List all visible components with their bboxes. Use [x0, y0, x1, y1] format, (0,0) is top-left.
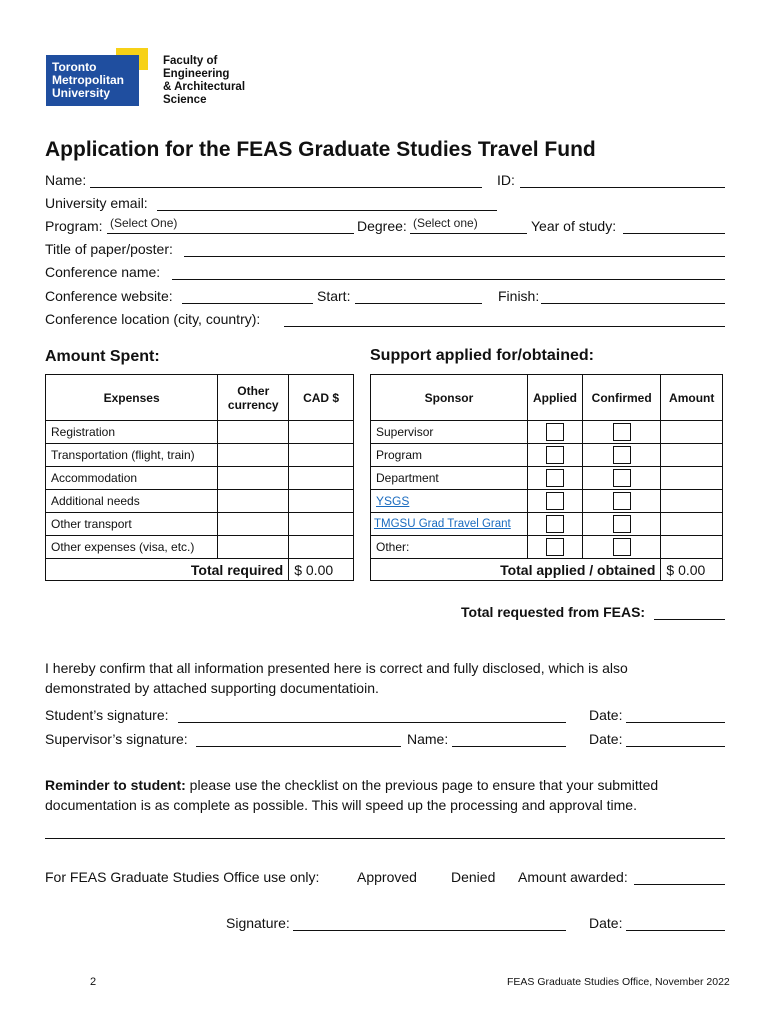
- sponsor-header: Sponsor: [371, 375, 528, 421]
- id-label: ID:: [497, 172, 515, 188]
- program-select[interactable]: (Select One): [110, 216, 178, 230]
- page-title: Application for the FEAS Graduate Studies Travel Fund: [45, 138, 596, 161]
- office-signature-label: Signature:: [226, 915, 290, 931]
- confirmed-cell: [582, 467, 660, 490]
- total-applied-label: Total applied / obtained: [371, 559, 661, 581]
- support-table: [370, 374, 723, 581]
- student-signature-field[interactable]: [178, 706, 566, 723]
- expense-label: Additional needs: [46, 490, 218, 513]
- faculty-name: [163, 55, 245, 107]
- amount-cell[interactable]: [661, 536, 723, 559]
- program-label: Program:: [45, 218, 103, 234]
- supervisor-date-field[interactable]: [626, 730, 725, 747]
- finish-label: Finish:: [498, 288, 540, 304]
- confirmed-checkbox[interactable]: [613, 515, 631, 533]
- expense-label: Registration: [46, 421, 218, 444]
- year-field[interactable]: [623, 217, 725, 234]
- degree-label: Degree:: [357, 218, 407, 234]
- sponsor-cell: [371, 490, 528, 513]
- other-currency-cell[interactable]: [218, 421, 289, 444]
- other-currency-cell[interactable]: [218, 467, 289, 490]
- id-field[interactable]: [520, 171, 725, 188]
- amount-cell[interactable]: [661, 467, 723, 490]
- amount-cell[interactable]: [661, 421, 723, 444]
- confirmed-checkbox[interactable]: [613, 423, 631, 441]
- sponsor-label: Other:: [371, 536, 528, 559]
- support-heading: Support applied for/obtained:: [370, 347, 594, 364]
- reminder-text: please use the checklist on the previous page to ensure that your submitted: [185, 777, 659, 793]
- confirmed-cell: [582, 444, 660, 467]
- office-signature-field[interactable]: [293, 914, 566, 931]
- name-field[interactable]: [90, 171, 482, 188]
- other-currency-cell[interactable]: [218, 513, 289, 536]
- applied-checkbox[interactable]: [546, 515, 564, 533]
- applied-cell: [527, 444, 582, 467]
- confirmed-checkbox[interactable]: [613, 492, 631, 510]
- denied-option[interactable]: Denied: [451, 869, 496, 885]
- logo-line-3: University: [52, 86, 111, 100]
- total-required-label: Total required: [46, 559, 289, 581]
- name-label: Name:: [45, 172, 87, 188]
- confirmed-cell: [582, 490, 660, 513]
- email-label: University email:: [45, 195, 148, 211]
- sponsor-label: Supervisor: [371, 421, 528, 444]
- confirmed-cell: [582, 513, 660, 536]
- approved-option[interactable]: Approved: [357, 869, 417, 885]
- cad-cell[interactable]: [289, 467, 354, 490]
- confirmed-cell: [582, 421, 660, 444]
- expenses-header: Expenses: [46, 375, 218, 421]
- amount-cell[interactable]: [661, 490, 723, 513]
- expense-label: Accommodation: [46, 467, 218, 490]
- confirmed-header: Confirmed: [582, 375, 660, 421]
- amount-cell[interactable]: [661, 444, 723, 467]
- conference-location-field[interactable]: [284, 310, 725, 327]
- conference-name-label: Conference name:: [45, 264, 161, 280]
- sponsor-label: Department: [371, 467, 528, 490]
- start-label: Start:: [317, 288, 351, 304]
- university-logo: [52, 61, 124, 100]
- total-requested-field[interactable]: [654, 603, 725, 620]
- student-signature-label: Student’s signature:: [45, 707, 169, 723]
- other-currency-cell[interactable]: [218, 444, 289, 467]
- amount-header: Amount: [661, 375, 723, 421]
- supervisor-signature-label: Supervisor’s signature:: [45, 731, 188, 747]
- student-date-label: Date:: [589, 707, 623, 723]
- cad-cell[interactable]: [289, 490, 354, 513]
- amount-spent-table: [45, 374, 354, 581]
- cad-cell[interactable]: [289, 536, 354, 559]
- reminder-bold: Reminder to student:: [45, 777, 186, 793]
- cad-cell[interactable]: [289, 421, 354, 444]
- cad-cell[interactable]: [289, 513, 354, 536]
- applied-checkbox[interactable]: [546, 446, 564, 464]
- degree-select[interactable]: (Select one): [413, 216, 478, 230]
- office-date-field[interactable]: [626, 914, 725, 931]
- page-number: 2: [90, 976, 97, 988]
- year-label: Year of study:: [531, 218, 617, 234]
- ysgs-link[interactable]: YSGS: [376, 494, 410, 508]
- applied-checkbox[interactable]: [546, 492, 564, 510]
- supervisor-signature-field[interactable]: [196, 730, 401, 747]
- applied-checkbox[interactable]: [546, 469, 564, 487]
- total-applied-value: $ 0.00: [661, 559, 723, 581]
- applied-cell: [527, 513, 582, 536]
- finish-date-field[interactable]: [541, 287, 725, 304]
- amount-spent-heading: Amount Spent:: [45, 348, 160, 365]
- applied-cell: [527, 536, 582, 559]
- applied-cell: [527, 421, 582, 444]
- sponsor-label: Program: [371, 444, 528, 467]
- cad-header: CAD $: [289, 375, 354, 421]
- office-date-label: Date:: [589, 915, 623, 931]
- sponsor-cell: [371, 513, 528, 536]
- faculty-line-4: Science: [163, 94, 207, 106]
- paper-title-label: Title of paper/poster:: [45, 241, 173, 257]
- tmgsu-travel-grant-link[interactable]: TMGSU Grad Travel Grant: [374, 518, 511, 530]
- expense-label: Transportation (flight, train): [46, 444, 218, 467]
- other-currency-cell[interactable]: [218, 536, 289, 559]
- confirmation-text-line-1: I hereby confirm that all information presented here is correct and fully disclosed, which is also: [45, 660, 628, 676]
- degree-underline: [410, 233, 527, 234]
- cad-cell[interactable]: [289, 444, 354, 467]
- paper-title-field[interactable]: [184, 240, 725, 257]
- reminder-line-2: documentation is as complete as possible. This will speed up the processing and approval time.: [45, 797, 637, 813]
- total-requested-label: Total requested from FEAS:: [461, 604, 646, 620]
- expense-label: Other expenses (visa, etc.): [46, 536, 218, 559]
- faculty-line-1: Faculty of: [163, 55, 218, 67]
- amount-cell[interactable]: [661, 513, 723, 536]
- other-currency-header: Other currency: [218, 375, 289, 421]
- office-use-label: For FEAS Graduate Studies Office use only:: [45, 869, 320, 885]
- confirmed-checkbox[interactable]: [613, 469, 631, 487]
- applied-checkbox[interactable]: [546, 538, 564, 556]
- faculty-line-3: & Architectural: [163, 81, 246, 93]
- logo-line-1: Toronto: [52, 60, 97, 74]
- supervisor-name-label: Name:: [407, 731, 449, 747]
- applied-cell: [527, 467, 582, 490]
- supervisor-name-field[interactable]: [452, 730, 566, 747]
- footer-note: FEAS Graduate Studies Office, November 2022: [507, 976, 730, 988]
- expense-label: Other transport: [46, 513, 218, 536]
- applied-header: Applied: [527, 375, 582, 421]
- start-date-field[interactable]: [355, 287, 482, 304]
- section-divider: [45, 838, 725, 839]
- conference-name-field[interactable]: [172, 263, 725, 280]
- conference-website-field[interactable]: [182, 287, 313, 304]
- confirmed-checkbox[interactable]: [613, 538, 631, 556]
- confirmed-cell: [582, 536, 660, 559]
- conference-location-label: Conference location (city, country):: [45, 311, 261, 327]
- applied-checkbox[interactable]: [546, 423, 564, 441]
- total-required-value: $ 0.00: [289, 559, 354, 581]
- reminder-line-1: [45, 777, 658, 793]
- conference-website-label: Conference website:: [45, 288, 173, 304]
- program-underline: [107, 233, 354, 234]
- applied-cell: [527, 490, 582, 513]
- confirmed-checkbox[interactable]: [613, 446, 631, 464]
- student-date-field[interactable]: [626, 706, 725, 723]
- confirmation-text-line-2: demonstrated by attached supporting documentatioin.: [45, 680, 379, 696]
- faculty-line-2: Engineering: [163, 68, 230, 80]
- logo-line-2: Metropolitan: [52, 73, 124, 87]
- other-currency-cell[interactable]: [218, 490, 289, 513]
- email-field[interactable]: [157, 194, 497, 211]
- supervisor-date-label: Date:: [589, 731, 623, 747]
- amount-awarded-label: Amount awarded:: [518, 869, 628, 885]
- amount-awarded-field[interactable]: [634, 868, 725, 885]
